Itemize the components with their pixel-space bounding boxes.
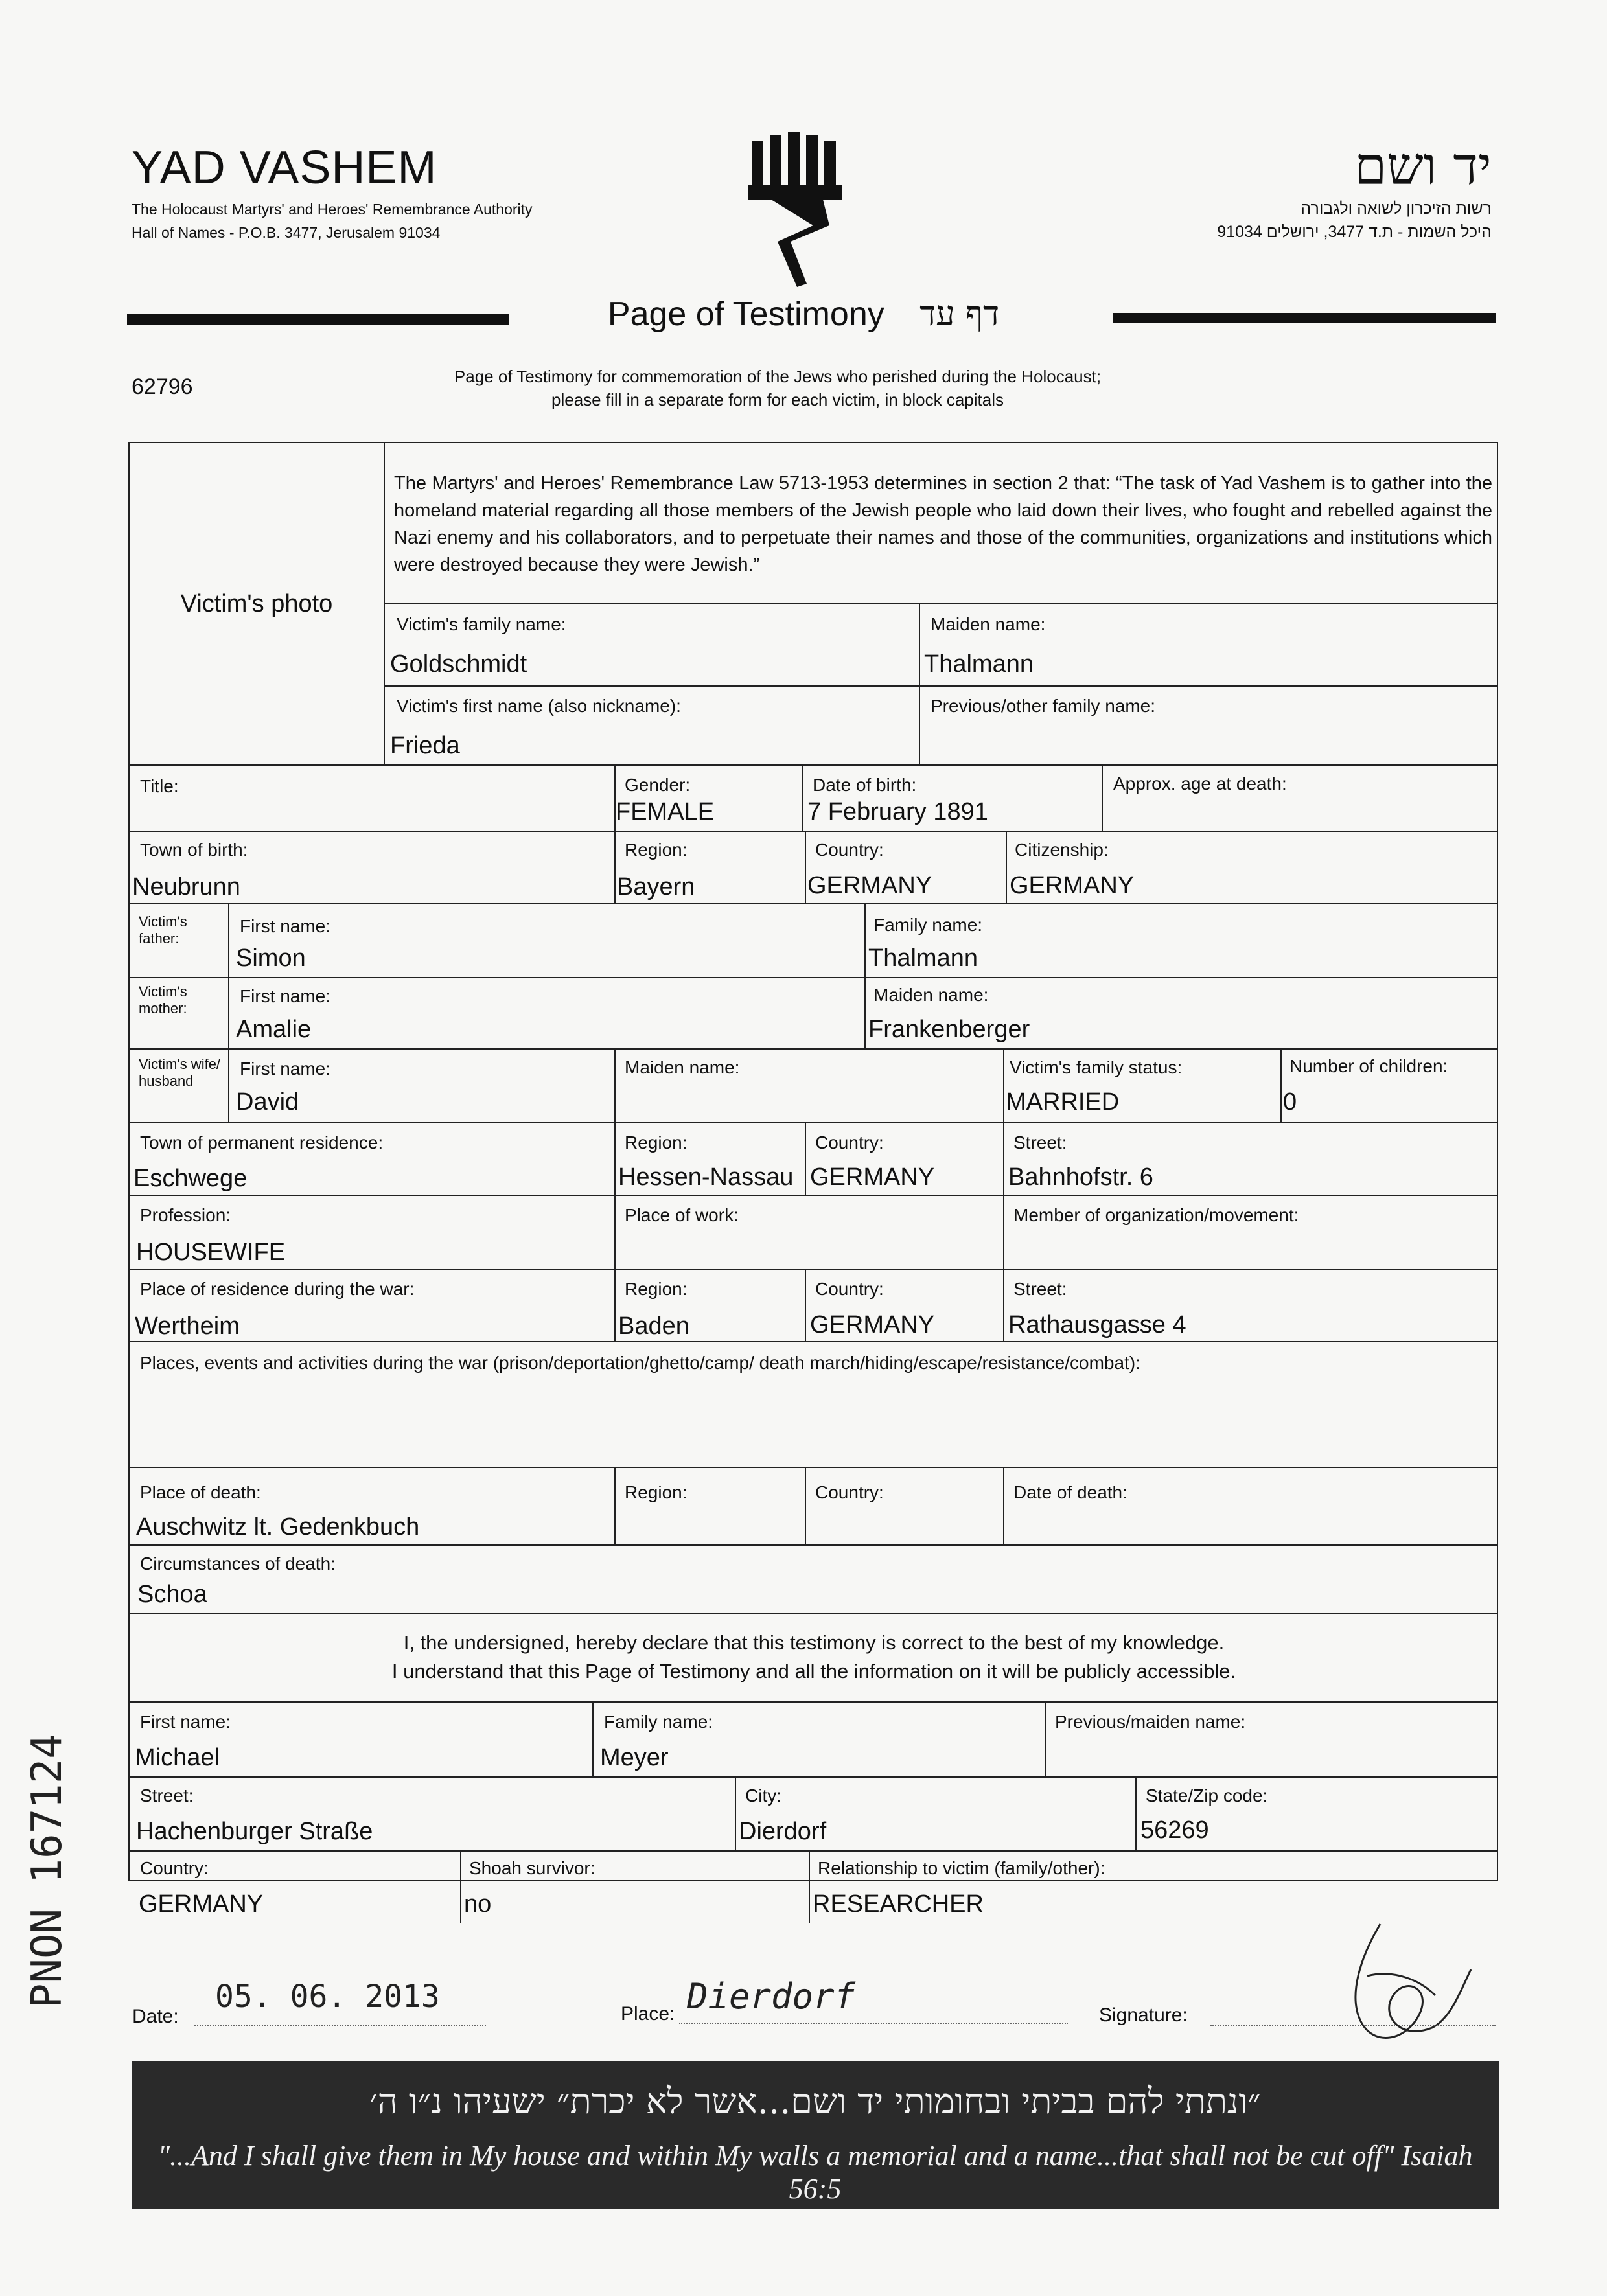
org-subtitle: The Holocaust Martyrs' and Heroes' Remembrance Authority — [132, 201, 533, 218]
page-title — [0, 295, 1607, 334]
profession-value: HOUSEWIFE — [136, 1239, 286, 1266]
residence-country-value: GERMANY — [810, 1164, 935, 1191]
residence-country-label: Country: — [815, 1132, 884, 1153]
spouse-side-label: Victim's wife/ husband — [139, 1056, 221, 1089]
war-country-value: GERMANY — [810, 1311, 935, 1338]
intro-text — [324, 365, 1231, 411]
intro-line-2: please fill in a separate form for each victim, in block capitals — [551, 390, 1004, 409]
organization-membership-label: Member of organization/movement: — [1013, 1205, 1299, 1225]
family-status-label: Victim's family status: — [1010, 1057, 1183, 1077]
number-of-children-value: 0 — [1283, 1088, 1297, 1116]
date-of-death-label: Date of death: — [1013, 1482, 1127, 1502]
rule — [592, 1701, 594, 1776]
submitter-family-name-label: Family name: — [604, 1712, 713, 1732]
date-line — [194, 2025, 486, 2026]
rule — [128, 1701, 1498, 1703]
submitter-zip-value: 56269 — [1140, 1817, 1209, 1844]
mother-side-label: Victim's mother: — [139, 983, 187, 1016]
rule — [1135, 1776, 1137, 1850]
rule — [128, 1269, 1498, 1270]
war-street-value: Rathausgasse 4 — [1008, 1311, 1186, 1338]
rule — [128, 1341, 1498, 1342]
footer-hebrew-quote: ״ונתתי להם בביתי ובחומותי יד ושם...אשר לא יכרת״ ישעיהו נ״ו ה׳ — [369, 2081, 1261, 2122]
form-number: 62796 — [132, 374, 193, 399]
war-country-label: Country: — [815, 1279, 884, 1299]
rule — [128, 903, 1498, 904]
rule — [1102, 764, 1103, 831]
place-of-death-value: Auschwitz lt. Gedenkbuch — [136, 1513, 420, 1541]
submitter-street-value: Hachenburger Straße — [136, 1818, 373, 1845]
birth-region-value: Bayern — [617, 873, 695, 901]
rule — [384, 685, 1498, 687]
rule — [128, 1544, 1498, 1546]
footer-english-quote: "...And I shall give them in My house and within My walls a memorial and a name...that shall not be cut off" Isaiah 56:5 — [157, 2140, 1473, 2205]
place-of-work-label: Place of work: — [625, 1205, 739, 1225]
submitter-previous-name-label: Previous/maiden name: — [1055, 1712, 1246, 1732]
submitter-country-value: GERMANY — [139, 1890, 264, 1918]
rule — [128, 977, 1498, 978]
war-residence-label: Place of residence during the war: — [140, 1279, 415, 1299]
rule — [128, 1850, 1498, 1852]
page-title-english: Page of Testimony — [607, 295, 884, 333]
side-handwritten-number: PNON 167124 — [23, 1734, 71, 2008]
maiden-name-value: Thalmann — [924, 650, 1034, 678]
first-name-label: Victim's first name (also nickname): — [397, 696, 681, 716]
place-of-death-label: Place of death: — [140, 1482, 261, 1502]
victim-photo-label: Victim's photo — [180, 590, 333, 617]
relationship-value: RESEARCHER — [813, 1890, 984, 1918]
family-name-value: Goldschmidt — [390, 650, 527, 678]
birth-region-label: Region: — [625, 840, 688, 860]
mother-first-name-label: First name: — [240, 986, 331, 1006]
declaration-line-1: I, the undersigned, hereby declare that this testimony is correct to the best of my knowledge. — [403, 1631, 1225, 1654]
dob-value: 7 February 1891 — [807, 798, 988, 825]
previous-family-name-label: Previous/other family name: — [931, 696, 1156, 716]
rule — [228, 903, 229, 1050]
rule — [128, 831, 1498, 832]
rule — [614, 831, 616, 903]
permanent-residence-label: Town of permanent residence: — [140, 1132, 384, 1153]
citizenship-value: GERMANY — [1010, 872, 1135, 899]
rule — [128, 1048, 1498, 1050]
war-events-label: Places, events and activities during the war (prison/deportation/ghetto/camp/ death march/hiding/escape/resistance/combat): — [140, 1353, 1140, 1373]
submitter-family-name-value: Meyer — [600, 1744, 669, 1771]
father-first-name-label: First name: — [240, 916, 331, 936]
mother-first-name-value: Amalie — [236, 1016, 312, 1043]
submitter-zip-label: State/Zip code: — [1146, 1785, 1268, 1806]
circumstances-of-death-value: Schoa — [137, 1581, 207, 1608]
rule — [805, 831, 806, 903]
rule — [805, 1122, 806, 1195]
maiden-name-label: Maiden name: — [931, 614, 1046, 634]
war-region-value: Baden — [618, 1313, 689, 1340]
rule — [128, 1122, 1498, 1123]
rule — [1280, 1048, 1282, 1122]
submitter-country-label: Country: — [140, 1858, 209, 1878]
gender-value: FEMALE — [616, 798, 715, 825]
death-country-label: Country: — [815, 1482, 884, 1502]
dob-label: Date of birth: — [813, 775, 917, 795]
place-label: Place: — [621, 2003, 675, 2025]
spouse-first-name-label: First name: — [240, 1059, 331, 1079]
place-handwritten: Dierdorf — [687, 1976, 856, 2017]
rule — [384, 603, 1498, 604]
mother-maiden-name-label: Maiden name: — [873, 985, 989, 1005]
page-title-hebrew: דף עד — [919, 295, 1000, 334]
rule — [128, 1613, 1498, 1614]
rule — [614, 1467, 616, 1544]
shoah-survivor-value: no — [464, 1890, 492, 1918]
submitter-city-value: Dierdorf — [739, 1818, 827, 1845]
declaration-line-2: I understand that this Page of Testimony and all the information on it will be publicly accessible. — [391, 1660, 1236, 1682]
profession-label: Profession: — [140, 1205, 231, 1225]
rule — [128, 1467, 1498, 1468]
rule — [1003, 1467, 1004, 1544]
rule — [809, 1850, 810, 1923]
residence-region-label: Region: — [625, 1132, 688, 1153]
town-of-birth-value: Neubrunn — [132, 873, 240, 901]
residence-street-value: Bahnhofstr. 6 — [1008, 1164, 1153, 1191]
rule — [864, 903, 866, 1050]
mother-maiden-name-value: Frankenberger — [868, 1016, 1030, 1043]
rule — [919, 603, 920, 766]
relationship-label: Relationship to victim (family/other): — [818, 1858, 1105, 1878]
submitter-first-name-label: First name: — [140, 1712, 231, 1732]
rule — [1003, 1048, 1004, 1122]
permanent-residence-value: Eschwege — [133, 1165, 248, 1192]
intro-line-1: Page of Testimony for commemoration of the Jews who perished during the Holocaust; — [454, 367, 1102, 386]
war-region-label: Region: — [625, 1279, 688, 1299]
first-name-value: Frieda — [390, 732, 460, 759]
rule — [805, 1467, 806, 1544]
rule — [614, 1269, 616, 1341]
hebrew-subtitle: רשות הזיכרון לשואה ולגבורה — [1301, 200, 1492, 218]
rule — [228, 1048, 229, 1122]
yad-vashem-logo — [745, 128, 849, 290]
org-name: YAD VASHEM — [132, 142, 437, 194]
birth-country-value: GERMANY — [807, 872, 932, 899]
law-text: The Martyrs' and Heroes' Remembrance Law 5713-1953 determines in section 2 that: “The task of Yad Vashem is to gather into the homeland material regarding all those members of the Jewish people who laid down their lives, who fought and rebelled against the Nazi enemy and his collaborators, and to perpetuate their names and those of the communities, organizations and institutions which were destroyed because they were Jewish.” — [394, 473, 1492, 575]
rule — [1003, 1269, 1004, 1341]
father-side-label: Victim's father: — [139, 913, 187, 947]
victim-photo-box — [130, 442, 384, 766]
birth-country-label: Country: — [815, 840, 884, 860]
circumstances-of-death-label: Circumstances of death: — [140, 1554, 336, 1574]
war-street-label: Street: — [1013, 1279, 1067, 1299]
title-label: Title: — [140, 776, 179, 796]
date-label: Date: — [132, 2006, 179, 2027]
spouse-first-name-value: David — [236, 1088, 299, 1116]
rule — [735, 1776, 736, 1850]
death-region-label: Region: — [625, 1482, 688, 1502]
family-name-label: Victim's family name: — [397, 614, 566, 634]
rule — [802, 764, 804, 831]
rule — [128, 1195, 1498, 1196]
age-at-death-label: Approx. age at death: — [1113, 774, 1287, 794]
gender-label: Gender: — [625, 775, 691, 795]
rule — [805, 1269, 806, 1341]
family-status-value: MARRIED — [1006, 1088, 1120, 1116]
org-address: Hall of Names - P.O.B. 3477, Jerusalem 91034 — [132, 224, 441, 241]
declaration — [130, 1629, 1498, 1686]
submitter-street-label: Street: — [140, 1785, 194, 1806]
spouse-maiden-name-label: Maiden name: — [625, 1057, 740, 1077]
hebrew-org-name: יד ושם — [1354, 136, 1492, 196]
number-of-children-label: Number of children: — [1289, 1056, 1448, 1076]
town-of-birth-label: Town of birth: — [140, 840, 248, 860]
rule — [1045, 1701, 1046, 1776]
shoah-survivor-label: Shoah survivor: — [469, 1858, 595, 1878]
rule — [1006, 831, 1007, 903]
signature-mark — [1322, 1918, 1477, 2067]
hebrew-address: היכל השמות - ת.ד 3477, ירושלים 91034 — [1217, 223, 1492, 241]
father-family-name-value: Thalmann — [868, 945, 978, 972]
rule — [614, 1048, 616, 1122]
date-handwritten: 05. 06. 2013 — [215, 1979, 440, 2015]
photo-divider — [384, 442, 385, 766]
signature-label: Signature: — [1099, 2004, 1188, 2026]
war-residence-value: Wertheim — [135, 1313, 240, 1340]
rule — [128, 1776, 1498, 1778]
father-first-name-value: Simon — [236, 945, 306, 972]
footer-quote-bar — [132, 2061, 1499, 2209]
submitter-city-label: City: — [745, 1785, 781, 1806]
submitter-first-name-value: Michael — [135, 1744, 220, 1771]
citizenship-label: Citizenship: — [1015, 840, 1109, 860]
father-family-name-label: Family name: — [873, 915, 983, 935]
place-line — [679, 2023, 1068, 2024]
rule — [460, 1850, 461, 1923]
residence-region-value: Hessen-Nassau — [618, 1164, 794, 1191]
residence-street-label: Street: — [1013, 1132, 1067, 1153]
